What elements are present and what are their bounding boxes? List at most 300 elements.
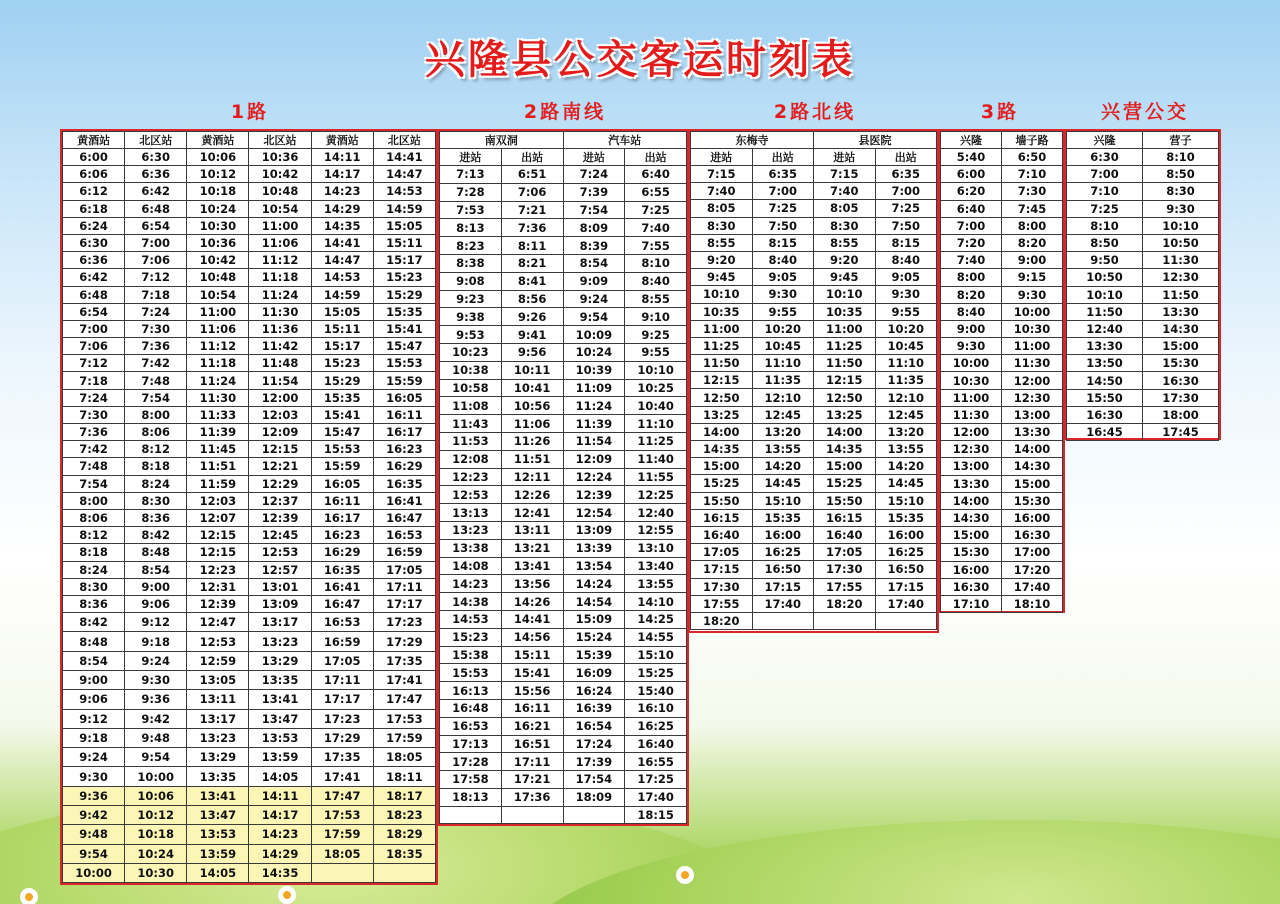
time-cell: 10:20 (752, 320, 814, 337)
time-cell: 17:15 (752, 578, 814, 595)
time-cell: 15:35 (373, 303, 435, 320)
time-cell: 17:53 (373, 709, 435, 728)
time-cell: 13:20 (875, 423, 937, 440)
table-row (1067, 252, 1219, 269)
time-cell: 13:41 (187, 786, 249, 805)
time-cell: 17:29 (311, 728, 373, 747)
table-row (63, 509, 436, 526)
table-row (691, 183, 937, 200)
time-cell: 10:10 (1143, 217, 1219, 234)
time-cell: 15:17 (311, 338, 373, 355)
time-cell: 8:48 (125, 544, 187, 561)
table-row (440, 450, 687, 468)
table-row (1067, 269, 1219, 286)
time-cell: 13:00 (941, 458, 1002, 475)
table-row (1067, 372, 1219, 389)
table-row (1067, 183, 1219, 200)
time-cell: 17:45 (1143, 424, 1219, 441)
time-cell: 9:26 (501, 308, 563, 326)
time-cell: 11:54 (249, 372, 311, 389)
time-cell: 14:41 (311, 234, 373, 251)
time-cell: 17:11 (501, 753, 563, 771)
time-cell: 7:30 (1002, 183, 1063, 200)
table-row (440, 593, 687, 611)
time-cell: 12:03 (249, 406, 311, 423)
time-cell: 12:08 (440, 450, 502, 468)
time-cell: 17:29 (373, 632, 435, 651)
time-cell: 17:15 (691, 561, 753, 578)
time-cell: 10:54 (187, 286, 249, 303)
time-cell: 7:50 (875, 217, 937, 234)
time-cell: 9:18 (125, 632, 187, 651)
time-cell: 10:50 (1067, 269, 1143, 286)
table-row (1067, 389, 1219, 406)
time-cell: 11:00 (249, 217, 311, 234)
time-cell: 7:21 (501, 201, 563, 219)
time-cell: 12:26 (501, 486, 563, 504)
time-cell: 13:55 (625, 575, 687, 593)
table-row (941, 355, 1063, 372)
time-cell: 17:23 (311, 709, 373, 728)
table-row (440, 504, 687, 522)
time-cell: 11:24 (187, 372, 249, 389)
table-row (941, 166, 1063, 183)
table-row (941, 303, 1063, 320)
time-cell: 9:36 (125, 690, 187, 709)
time-cell: 9:05 (752, 269, 814, 286)
time-cell: 9:48 (63, 825, 125, 844)
time-cell: 17:54 (563, 771, 625, 789)
time-cell: 12:15 (187, 527, 249, 544)
direction-header: 进站 (563, 149, 625, 166)
time-cell: 6:30 (63, 234, 125, 251)
route2-north-timetable (688, 129, 939, 633)
table-row (63, 269, 436, 286)
time-cell: 16:30 (941, 578, 1002, 595)
time-cell: 7:13 (440, 166, 502, 184)
time-cell: 14:05 (249, 767, 311, 786)
time-cell: 13:47 (187, 806, 249, 825)
flower-decoration (278, 886, 296, 904)
time-cell: 14:26 (501, 593, 563, 611)
time-cell: 9:24 (63, 748, 125, 767)
time-cell: 13:00 (1002, 406, 1063, 423)
table-row (63, 767, 436, 786)
table-row (440, 272, 687, 290)
time-cell: 8:55 (691, 234, 753, 251)
time-cell: 7:10 (1067, 183, 1143, 200)
time-cell: 12:50 (814, 389, 876, 406)
time-cell: 11:53 (440, 432, 502, 450)
time-cell: 16:05 (311, 475, 373, 492)
time-cell: 11:35 (875, 372, 937, 389)
table-row (440, 788, 687, 806)
time-cell: 8:13 (440, 219, 502, 237)
time-cell: 8:24 (125, 475, 187, 492)
time-cell: 8:11 (501, 237, 563, 255)
time-cell: 7:15 (691, 166, 753, 183)
time-cell: 14:47 (373, 166, 435, 183)
table-row (691, 458, 937, 475)
time-cell: 6:35 (752, 166, 814, 183)
time-cell: 11:30 (1002, 355, 1063, 372)
time-cell: 12:31 (187, 578, 249, 595)
time-cell: 15:35 (311, 389, 373, 406)
time-cell: 13:09 (563, 521, 625, 539)
direction-header: 出站 (625, 149, 687, 166)
time-cell: 9:06 (63, 690, 125, 709)
table-row (691, 303, 937, 320)
time-cell: 7:06 (501, 183, 563, 201)
table-row (63, 286, 436, 303)
time-cell: 12:53 (249, 544, 311, 561)
time-cell: 17:30 (814, 561, 876, 578)
time-cell: 7:48 (125, 372, 187, 389)
route3-timetable (938, 129, 1065, 613)
time-cell: 7:36 (63, 424, 125, 441)
time-cell: 17:30 (1143, 389, 1219, 406)
table-row (63, 690, 436, 709)
station-header: 县医院 (814, 132, 937, 149)
time-cell: 7:00 (1067, 166, 1143, 183)
time-cell: 10:48 (187, 269, 249, 286)
table-row (63, 389, 436, 406)
time-cell: 8:06 (63, 509, 125, 526)
time-cell: 13:01 (249, 578, 311, 595)
time-cell: 16:13 (440, 682, 502, 700)
time-cell: 14:30 (941, 509, 1002, 526)
time-cell: 15:47 (311, 424, 373, 441)
time-cell: 10:10 (691, 286, 753, 303)
time-cell: 16:41 (373, 492, 435, 509)
time-cell: 13:55 (752, 441, 814, 458)
empty-cell (440, 806, 502, 824)
time-cell: 14:23 (311, 183, 373, 200)
time-cell: 11:33 (187, 406, 249, 423)
time-cell: 8:54 (63, 651, 125, 670)
time-cell: 6:40 (625, 166, 687, 184)
time-cell: 8:30 (63, 578, 125, 595)
time-cell: 14:41 (501, 610, 563, 628)
table-row (691, 355, 937, 372)
time-cell: 14:45 (875, 475, 937, 492)
table-row (941, 183, 1063, 200)
time-cell: 13:29 (187, 748, 249, 767)
column-header: 兴隆 (1067, 132, 1143, 149)
time-cell: 15:30 (1143, 355, 1219, 372)
time-cell: 15:50 (691, 492, 753, 509)
time-cell: 8:05 (814, 200, 876, 217)
time-cell: 8:18 (63, 544, 125, 561)
time-cell: 18:10 (1002, 595, 1063, 612)
time-cell: 14:50 (1067, 372, 1143, 389)
time-cell: 15:11 (501, 646, 563, 664)
time-cell: 15:00 (1002, 475, 1063, 492)
time-cell: 9:56 (501, 343, 563, 361)
table-row (440, 735, 687, 753)
column-header: 黄酒站 (63, 132, 125, 149)
time-cell: 9:00 (1002, 252, 1063, 269)
direction-header: 进站 (440, 149, 502, 166)
time-cell: 12:47 (187, 613, 249, 632)
table-row (63, 320, 436, 337)
table-row (941, 458, 1063, 475)
empty-cell (373, 863, 435, 882)
time-cell: 16:47 (373, 509, 435, 526)
table-row (63, 338, 436, 355)
time-cell: 11:39 (563, 415, 625, 433)
time-cell: 16:17 (311, 509, 373, 526)
time-cell: 7:25 (625, 201, 687, 219)
time-cell: 16:51 (501, 735, 563, 753)
table-row (440, 557, 687, 575)
table-row (440, 628, 687, 646)
table-row (440, 397, 687, 415)
table-row (440, 379, 687, 397)
time-cell: 16:05 (373, 389, 435, 406)
time-cell: 17:00 (1002, 544, 1063, 561)
time-cell: 17:15 (875, 578, 937, 595)
time-cell: 15:11 (311, 320, 373, 337)
table-row (440, 682, 687, 700)
time-cell: 8:55 (814, 234, 876, 251)
time-cell: 12:40 (625, 504, 687, 522)
time-cell: 16:35 (311, 561, 373, 578)
table-row (63, 863, 436, 882)
time-cell: 8:18 (125, 458, 187, 475)
table-row (691, 217, 937, 234)
section-title-route1: 1路 (230, 101, 270, 123)
time-cell: 9:30 (125, 670, 187, 689)
time-cell: 17:41 (373, 670, 435, 689)
table-row (941, 338, 1063, 355)
time-cell: 9:12 (63, 709, 125, 728)
time-cell: 14:29 (249, 844, 311, 863)
time-cell: 11:25 (691, 337, 753, 354)
time-cell: 13:38 (440, 539, 502, 557)
time-cell: 12:00 (941, 424, 1002, 441)
empty-cell (563, 806, 625, 824)
time-cell: 15:05 (311, 303, 373, 320)
table-row (941, 424, 1063, 441)
time-cell: 16:54 (563, 717, 625, 735)
table-row (691, 423, 937, 440)
time-cell: 9:50 (1067, 252, 1143, 269)
table-row (1067, 166, 1219, 183)
table-row (1067, 424, 1219, 441)
time-cell: 11:30 (249, 303, 311, 320)
time-cell: 6:18 (63, 200, 125, 217)
time-cell: 7:18 (125, 286, 187, 303)
time-cell: 16:11 (501, 699, 563, 717)
direction-header: 进站 (814, 149, 876, 166)
time-cell: 18:17 (373, 786, 435, 805)
time-cell: 13:20 (752, 423, 814, 440)
time-cell: 11:54 (563, 432, 625, 450)
time-cell: 8:55 (625, 290, 687, 308)
time-cell: 18:29 (373, 825, 435, 844)
time-cell: 8:12 (63, 527, 125, 544)
time-cell: 13:41 (249, 690, 311, 709)
time-cell: 14:56 (501, 628, 563, 646)
time-cell: 16:30 (1002, 527, 1063, 544)
time-cell: 18:05 (311, 844, 373, 863)
time-cell: 15:59 (311, 458, 373, 475)
time-cell: 8:10 (1067, 217, 1143, 234)
time-cell: 7:20 (941, 234, 1002, 251)
time-cell: 14:17 (249, 806, 311, 825)
time-cell: 9:53 (440, 326, 502, 344)
time-cell: 12:30 (1143, 269, 1219, 286)
time-cell: 12:15 (249, 441, 311, 458)
time-cell: 14:54 (563, 593, 625, 611)
time-cell: 7:06 (63, 338, 125, 355)
time-cell: 17:55 (814, 578, 876, 595)
section-title-route3: 3路 (980, 101, 1020, 123)
table-row (691, 286, 937, 303)
table-row (63, 492, 436, 509)
time-cell: 7:50 (752, 217, 814, 234)
time-cell: 12:30 (1002, 389, 1063, 406)
time-cell: 7:00 (752, 183, 814, 200)
table-row (440, 290, 687, 308)
time-cell: 10:42 (249, 166, 311, 183)
time-cell: 12:45 (752, 406, 814, 423)
table-row (1067, 200, 1219, 217)
time-cell: 15:00 (814, 458, 876, 475)
time-cell: 8:20 (941, 286, 1002, 303)
table-row (63, 578, 436, 595)
time-cell: 15:25 (625, 664, 687, 682)
time-cell: 10:56 (501, 397, 563, 415)
time-cell: 8:40 (875, 251, 937, 268)
time-cell: 7:54 (63, 475, 125, 492)
time-cell: 17:40 (625, 788, 687, 806)
time-cell: 16:23 (311, 527, 373, 544)
time-cell: 17:47 (373, 690, 435, 709)
table-row (63, 709, 436, 728)
time-cell: 16:25 (625, 717, 687, 735)
time-cell: 11:10 (625, 415, 687, 433)
time-cell: 14:08 (440, 557, 502, 575)
time-cell: 7:40 (625, 219, 687, 237)
table-row (941, 527, 1063, 544)
time-cell: 13:56 (501, 575, 563, 593)
time-cell: 10:06 (187, 149, 249, 166)
time-cell: 12:55 (625, 521, 687, 539)
table-row (440, 771, 687, 789)
table-row (1067, 355, 1219, 372)
time-cell: 8:00 (1002, 217, 1063, 234)
time-cell: 9:06 (125, 595, 187, 612)
time-cell: 17:47 (311, 786, 373, 805)
time-cell: 15:25 (814, 475, 876, 492)
time-cell: 16:23 (373, 441, 435, 458)
time-cell: 11:36 (249, 320, 311, 337)
time-cell: 12:10 (752, 389, 814, 406)
time-cell: 6:24 (63, 217, 125, 234)
time-cell: 7:48 (63, 458, 125, 475)
time-cell: 8:56 (501, 290, 563, 308)
flower-decoration (20, 888, 38, 904)
time-cell: 12:54 (563, 504, 625, 522)
table-row (440, 326, 687, 344)
table-row (440, 753, 687, 771)
time-cell: 8:20 (1002, 234, 1063, 251)
time-cell: 12:09 (563, 450, 625, 468)
table-row (63, 475, 436, 492)
time-cell: 16:50 (752, 561, 814, 578)
time-cell: 8:30 (1143, 183, 1219, 200)
station-header: 南双洞 (440, 132, 564, 149)
time-cell: 15:41 (501, 664, 563, 682)
time-cell: 9:54 (125, 748, 187, 767)
column-header: 营子 (1143, 132, 1219, 149)
table-row (691, 544, 937, 561)
time-cell: 15:47 (373, 338, 435, 355)
time-cell: 14:00 (814, 423, 876, 440)
time-cell: 11:00 (187, 303, 249, 320)
time-cell: 7:42 (125, 355, 187, 372)
route2-south-timetable (437, 129, 689, 826)
time-cell: 15:00 (1143, 338, 1219, 355)
time-cell: 8:30 (691, 217, 753, 234)
time-cell: 16:10 (625, 699, 687, 717)
time-cell: 11:08 (440, 397, 502, 415)
time-cell: 15:23 (440, 628, 502, 646)
time-cell: 9:00 (941, 320, 1002, 337)
time-cell: 16:55 (625, 753, 687, 771)
time-cell: 9:10 (625, 308, 687, 326)
time-cell: 12:57 (249, 561, 311, 578)
time-cell: 16:41 (311, 578, 373, 595)
time-cell: 12:03 (187, 492, 249, 509)
time-cell: 15:41 (311, 406, 373, 423)
time-cell: 12:30 (941, 441, 1002, 458)
table-row (63, 200, 436, 217)
time-cell: 11:25 (814, 337, 876, 354)
time-cell: 15:30 (1002, 492, 1063, 509)
time-cell: 15:30 (941, 544, 1002, 561)
time-cell: 6:54 (63, 303, 125, 320)
time-cell: 17:40 (1002, 578, 1063, 595)
time-cell: 13:35 (249, 670, 311, 689)
time-cell: 16:53 (440, 717, 502, 735)
time-cell: 16:00 (875, 526, 937, 543)
time-cell: 14:23 (440, 575, 502, 593)
time-cell: 14:53 (373, 183, 435, 200)
table-row (1067, 149, 1219, 166)
time-cell: 14:05 (187, 863, 249, 882)
time-cell: 12:45 (875, 406, 937, 423)
time-cell: 7:24 (125, 303, 187, 320)
time-cell: 8:12 (125, 441, 187, 458)
table-row (440, 699, 687, 717)
xingying-timetable (1064, 129, 1221, 440)
time-cell: 10:00 (941, 355, 1002, 372)
direction-header: 出站 (752, 149, 814, 166)
time-cell: 13:23 (187, 728, 249, 747)
table-row (63, 595, 436, 612)
time-cell: 13:17 (187, 709, 249, 728)
table-row (440, 486, 687, 504)
table-row (691, 389, 937, 406)
time-cell: 13:25 (814, 406, 876, 423)
time-cell: 9:55 (752, 303, 814, 320)
section-title-route2-south: 2路南线 (523, 101, 607, 123)
time-cell: 10:06 (125, 786, 187, 805)
time-cell: 10:36 (187, 234, 249, 251)
